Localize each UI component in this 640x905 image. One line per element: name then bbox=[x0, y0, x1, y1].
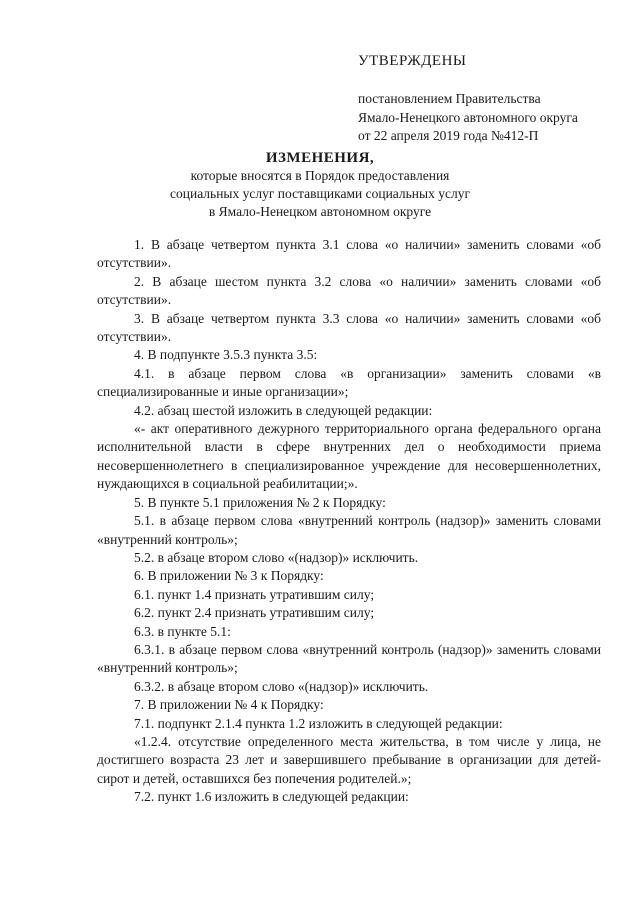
paragraph: 7.2. пункт 1.6 изложить в следующей редакции: bbox=[134, 789, 409, 805]
document-title: ИЗМЕНЕНИЯ, bbox=[265, 150, 375, 166]
paragraph: 5.2. в абзаце втором слово «(надзор)» исключить. bbox=[134, 549, 419, 565]
paragraph: 2. В абзаце шестом пункта 3.2 слова «о наличии» заменить словами «об отсутствии». bbox=[97, 273, 601, 308]
document-subtitle-line: социальных услуг поставщиками социальных услуг bbox=[170, 186, 470, 201]
paragraph: 4. В подпункте 3.5.3 пункта 3.5: bbox=[134, 347, 318, 363]
paragraph: 7. В приложении № 4 к Порядку: bbox=[134, 697, 324, 713]
document-subtitle-line: в Ямало-Ненецком автономном округе bbox=[208, 204, 432, 219]
approval-line-resolution: постановлением Правительства bbox=[358, 91, 541, 106]
document-body bbox=[97, 236, 601, 807]
paragraph: 3. В абзаце четвертом пункта 3.3 слова «о наличии» заменить словами «об отсутствии». bbox=[97, 310, 601, 345]
approval-line-date: от 22 апреля 2019 года №412-П bbox=[358, 128, 539, 143]
paragraph: 6.3.1. в абзаце первом слова «внутренний контроль (надзор)» заменить словами «внутренний контроль»; bbox=[97, 641, 601, 676]
paragraph: 4.1. в абзаце первом слова «в организации» заменить словами «в специализированные и иные организации»; bbox=[97, 365, 601, 400]
approval-block bbox=[358, 52, 608, 146]
paragraph: 6.3.2. в абзаце втором слово «(надзор)» исключить. bbox=[134, 678, 429, 694]
paragraph: 6.2. пункт 2.4 признать утратившим силу; bbox=[134, 605, 375, 621]
document-subtitle-line: которые вносятся в Порядок предоставления bbox=[190, 168, 450, 183]
paragraph: 7.1. подпункт 2.1.4 пункта 1.2 изложить в следующей редакции: bbox=[134, 715, 503, 731]
paragraph: 5. В пункте 5.1 приложения № 2 к Порядку: bbox=[134, 494, 386, 510]
approval-line-government: Ямало-Ненецкого автономного округа bbox=[358, 109, 578, 125]
approval-title: УТВЕРЖДЕНЫ bbox=[358, 53, 467, 69]
paragraph: 6.1. пункт 1.4 признать утратившим силу; bbox=[134, 586, 375, 602]
paragraph: 1. В абзаце четвертом пункта 3.1 слова «о наличии» заменить словами «об отсутствии». bbox=[97, 237, 601, 271]
paragraph: «- акт оперативного дежурного территориального органа федерального органа исполнительной власти в сфере внутренних дел о необходимости приема несовершеннолетнего в специализированное учреждение для несовершеннолетних, нуждающихся в социальной реабилитации;». bbox=[97, 421, 601, 492]
paragraph: 6. В приложении № 3 к Порядку: bbox=[134, 568, 324, 584]
paragraph: «1.2.4. отсутствие определенного места жительства, в том числе у лица, не достигшего возраста 23 лет и завершившего пребывание в организации для детей-сирот и детей, оставшихся без попечения родителей.»; bbox=[97, 733, 601, 786]
document-heading bbox=[90, 149, 550, 221]
paragraph: 5.1. в абзаце первом слова «внутренний контроль (надзор)» заменить словами «внутренний контроль»; bbox=[97, 513, 601, 547]
paragraph: 4.2. абзац шестой изложить в следующей редакции: bbox=[134, 402, 433, 418]
paragraph: 6.3. в пункте 5.1: bbox=[134, 623, 231, 639]
